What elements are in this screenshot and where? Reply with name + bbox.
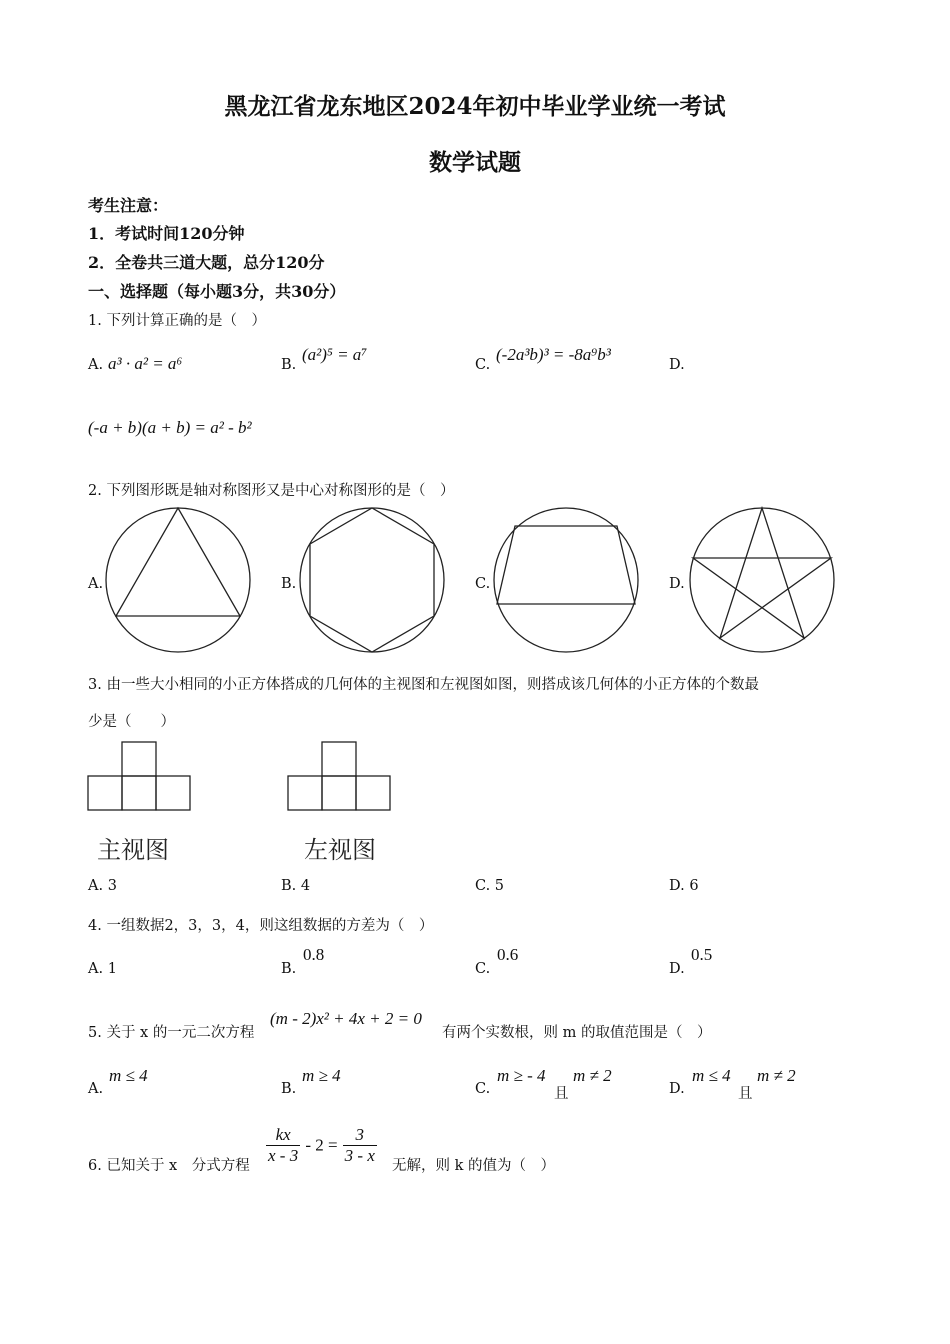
question-3-stem-line1: 3. 由一些大小相同的小正方体搭成的几何体的主视图和左视图如图，则搭成该几何体的小正方体的个数最 <box>88 677 759 693</box>
q5-option-d-label: D. <box>669 1081 685 1097</box>
q4-option-c-label: C. <box>475 961 491 977</box>
q6-denominator-right: 3 - x <box>344 1146 375 1165</box>
q1-option-b-label: B. <box>281 357 297 373</box>
q4-option-c-value: 0.6 <box>497 945 519 964</box>
q6-fraction-left <box>266 1125 300 1166</box>
notice-item: 1．考试时间120分钟 <box>88 224 245 243</box>
exam-subtitle: 数学试题 <box>429 149 521 176</box>
q5-option-a-label: A. <box>88 1081 104 1097</box>
q5-equation: (m - 2)x² + 4x + 2 = 0 <box>270 1009 422 1028</box>
q3-option-d: D. 6 <box>669 878 699 894</box>
q1-option-d-label: D. <box>669 357 685 373</box>
q1-option-b-math: (a²)⁵ = a⁷ <box>302 345 368 364</box>
q5-option-c-label: C. <box>475 1081 491 1097</box>
q4-option-b-label: B. <box>281 961 297 977</box>
q5-option-b-math: m ≥ 4 <box>302 1066 341 1085</box>
q5-option-a-math: m ≤ 4 <box>109 1066 148 1085</box>
circle-hexagon-figure <box>298 506 446 654</box>
q4-option-d-value: 0.5 <box>691 945 713 964</box>
section-heading: 一、选择题（每小题3分，共30分） <box>88 282 346 301</box>
q6-fraction-right <box>343 1125 377 1166</box>
question-6-stem-pre: 6. 已知关于 x 分式方程 <box>88 1158 250 1174</box>
q6-denominator-left: x - 3 <box>268 1146 299 1165</box>
question-5-stem-pre: 5. 关于 x 的一元二次方程 <box>88 1025 255 1041</box>
front-view-figure <box>87 741 193 811</box>
q4-option-b-value: 0.8 <box>303 945 325 964</box>
q4-option-d-label: D. <box>669 961 685 977</box>
q6-fraction-equation <box>266 1125 377 1166</box>
q6-numerator-left: kx <box>266 1125 300 1146</box>
q6-numerator-right: 3 <box>343 1125 377 1146</box>
q5-option-c-math-2: m ≠ 2 <box>573 1066 612 1085</box>
left-view-caption: 左视图 <box>304 836 376 864</box>
notice-heading: 考生注意： <box>88 196 169 215</box>
q2-option-d-label: D. <box>669 576 685 592</box>
q6-middle: - 2 = <box>305 1135 338 1155</box>
q3-option-a: A. 3 <box>88 878 117 894</box>
question-3-stem-line2: 少是（ ） <box>88 714 175 730</box>
q5-option-b-label: B. <box>281 1081 297 1097</box>
q4-option-a: A. 1 <box>88 961 117 977</box>
left-view-figure <box>287 741 393 811</box>
q1-option-a-label: A. <box>88 357 104 373</box>
q5-option-d-and: 且 <box>738 1086 753 1102</box>
circle-triangle-figure <box>104 506 252 654</box>
circle-pentagram-figure <box>688 506 836 654</box>
question-2-stem: 2. 下列图形既是轴对称图形又是中心对称图形的是（ ） <box>88 483 455 499</box>
q5-option-c-and: 且 <box>554 1086 569 1102</box>
q1-option-c-label: C. <box>475 357 491 373</box>
q2-option-b-label: B. <box>281 576 297 592</box>
q2-option-c-label: C. <box>475 576 491 592</box>
notice-item: 2．全卷共三道大题，总分120分 <box>88 253 325 272</box>
q3-option-c: C. 5 <box>475 878 505 894</box>
q5-option-c-math-1: m ≥ - 4 <box>497 1066 546 1085</box>
q1-option-d-math: (-a + b)(a + b) = a² - b² <box>88 418 252 437</box>
question-6-stem-post: 无解，则 k 的值为（ ） <box>392 1158 556 1174</box>
q5-option-d-math-2: m ≠ 2 <box>757 1066 796 1085</box>
circle-trapezoid-figure <box>492 506 640 654</box>
question-1-stem: 1. 下列计算正确的是（ ） <box>88 313 266 329</box>
q1-option-a-math: a³ · a² = a⁶ <box>108 354 183 373</box>
exam-title: 黑龙江省龙东地区2024年初中毕业学业统一考试 <box>224 93 726 120</box>
q2-option-a-label: A. <box>88 576 104 592</box>
q1-option-c-math: (-2a³b)³ = -8a⁹b³ <box>496 345 611 364</box>
question-4-stem: 4. 一组数据2，3，3，4，则这组数据的方差为（ ） <box>88 918 434 934</box>
question-5-stem-post: 有两个实数根，则 m 的取值范围是（ ） <box>442 1025 712 1041</box>
front-view-caption: 主视图 <box>97 836 169 864</box>
q5-option-d-math-1: m ≤ 4 <box>692 1066 731 1085</box>
q3-option-b: B. 4 <box>281 878 311 894</box>
